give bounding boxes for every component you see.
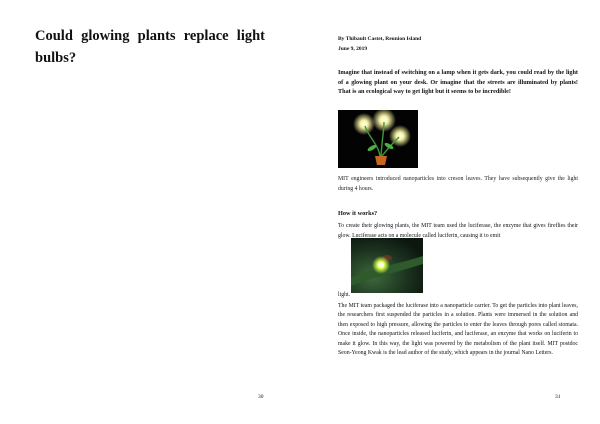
body-paragraph-1: To create their glowing plants, the MIT team used the luciferase, the enzyme that gives fireflies their glow. Luciferase acts on a molecule called luciferin, causing it to emit: [338, 223, 578, 239]
article-title: Could glowing plants replace light bulbs?: [35, 28, 265, 66]
firefly-photo: [351, 238, 423, 293]
page-number-left: 30: [258, 394, 264, 400]
photo-caption: MIT engineers introduced nanoparticles into creson leaves. They have subsequently give the light during 4 hours.: [338, 176, 578, 192]
body-paragraph-2: The MIT team packaged the luciferase into a nanoparticle carrier. To get the particles into plant leaves, the researchers first suspended the particles in a solution. Plants were immersed in the solution and then exposed to high pressure, allowing the particles to enter the leaves through pores called stomata. Once inside, the nanoparticles released luciferin, and luciferase, an enzyme that works on luciferin to make it glow. In this way, the light was powered by the metabolism of the plant itself. MIT postdoc Seon-Yeong Kwak is the lead author of the study, which appears in the journal Nano Letters.: [338, 303, 578, 357]
glowing-plant-photo: [338, 110, 418, 168]
section-heading: How it works?: [338, 210, 378, 217]
page-number-right: 31: [555, 394, 561, 400]
lead-paragraph: Imagine that instead of switching on a lamp when it gets dark, you could read by the light of a glowing plant on your desk. Or imagine that the streets are illuminated by plants! That is an ecological way to get light but it seems to be incredible!: [338, 69, 578, 96]
body-paragraph-1-end: light.: [338, 292, 351, 298]
publish-date: June 9, 2019: [338, 46, 368, 52]
right-page: [300, 0, 600, 424]
byline: By Thibault Castet, Reunion Island: [338, 36, 422, 42]
